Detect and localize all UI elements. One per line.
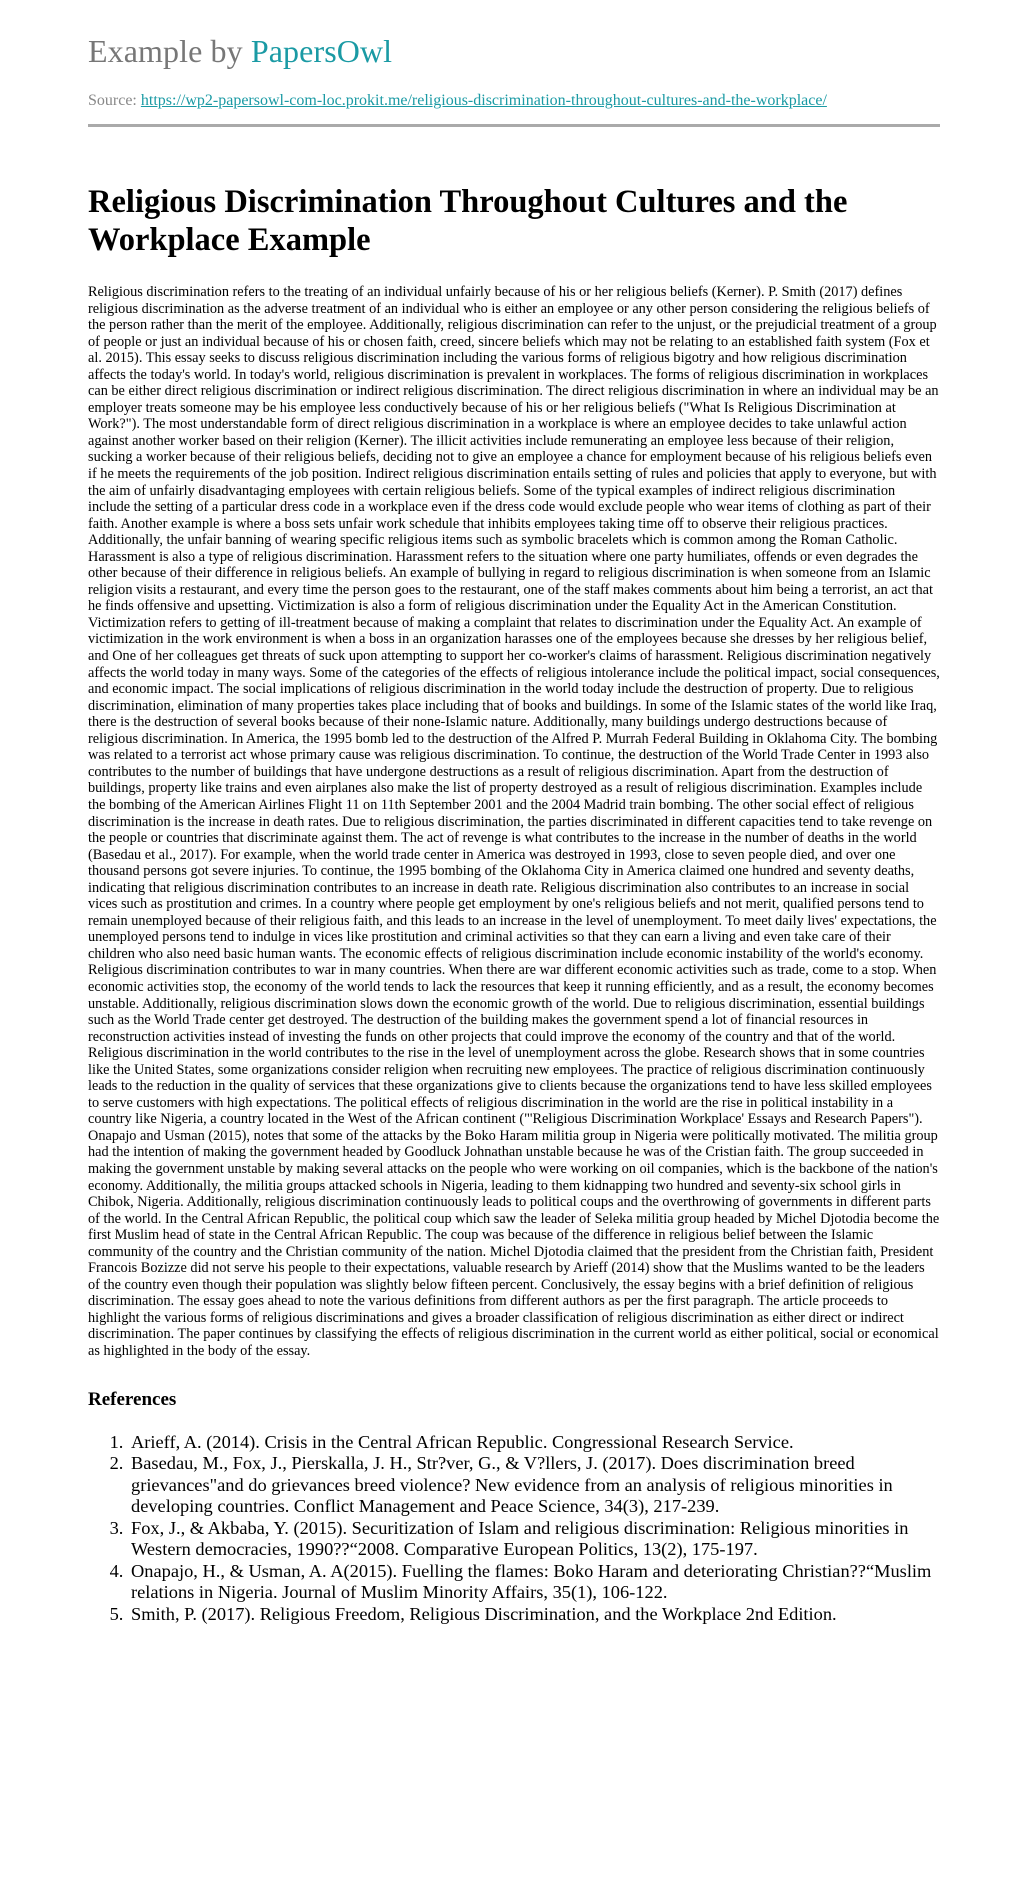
brand-prefix: Example by <box>88 33 251 69</box>
reference-item: 5. Smith, P. (2017). Religious Freedom, Religious Discrimination, and the Workplace 2nd Edition. <box>128 1604 940 1626</box>
header-divider <box>88 124 940 127</box>
references-heading: References <box>88 1388 177 1410</box>
reference-item: 3. Fox, J., & Akbaba, Y. (2015). Securitization of Islam and religious discrimination: Religious minorities in Western democracies, 1990??“2008. Comparative European Politics, 13(2), 175-197. <box>128 1518 940 1561</box>
document-page <box>88 0 940 1625</box>
brand-name[interactable]: PapersOwl <box>250 33 393 69</box>
source-link[interactable]: https://wp2-papersowl-com-loc.prokit.me/religious-discrimination-throughout-cultures-and-the-workplace/ <box>140 92 827 109</box>
reference-item: 1. Arieff, A. (2014). Crisis in the Central African Republic. Congressional Research Service. <box>128 1432 940 1454</box>
article-body: Religious discrimination refers to the treating of an individual unfairly because of his or her religious beliefs (Kerner). P. Smith (2017) defines religious discrimination as the adverse treatment of an individual who is either an employee or any other person considering the religious beliefs of the person rather than the merit of the employee. Additionally, religious discrimination can refer to the unjust, or the prejudicial treatment of a group of people or just an individual because of his or chosen faith, creed, sincere beliefs which may not be relating to an established faith system (Fox et al. 2015). This essay seeks to discuss religious discrimination including the various forms of religious bigotry and how religious discrimination affects the today's world. In today's world, religious discrimination is prevalent in workplaces. The forms of religious discrimination in workplaces can be either direct religious discrimination or indirect religious discrimination. The direct religious discrimination in where an individual may be an employer treats someone may be his employee less conductively because of his or her religious beliefs ("What Is Religious Discrimination at Work?"). The most understandable form of direct religious discrimination in a workplace is where an employee decides to take unlawful action against another worker based on their religion (Kerner). The illicit activities include remunerating an employee less because of their religion, sucking a worker because of their religious beliefs, deciding not to give an employee a chance for employment because of his religious beliefs even if he meets the requirements of the job position. Indirect religious discrimination entails setting of rules and policies that apply to everyone, but with the aim of unfairly disadvantaging employees with certain religious beliefs. Some of the typical examples of indirect religious discrimination include the setting of a particular dress code in a workplace even if the dress code would exclude people who wear items of clothing as part of their faith. Another example is where a boss sets unfair work schedule that inhibits employees taking time off to observe their religious practices. Additionally, the unfair banning of wearing specific religious items such as symbolic bracelets which is common among the Roman Catholic. Harassment is also a type of religious discrimination. Harassment refers to the situation where one party humiliates, offends or even degrades the other because of their difference in religious beliefs. An example of bullying in regard to religious discrimination is when someone from an Islamic religion visits a restaurant, and every time the person goes to the restaurant, one of the staff makes comments about him being a terrorist, an act that he finds offensive and upsetting. Victimization is also a form of religious discrimination under the Equality Act in the American Constitution. Victimization refers to getting of ill-treatment because of making a complaint that relates to discrimination under the Equality Act. An example of victimization in the work environment is when a boss in an organization harasses one of the employees because she dresses by her religious belief, and One of her colleagues get threats of suck upon attempting to support her co-worker's claims of harassment. Religious discrimination negatively affects the world today in many ways. Some of the categories of the effects of religious intolerance include the political impact, social consequences, and economic impact. The social implications of religious discrimination in the world today include the destruction of property. Due to religious discrimination, elimination of many properties takes place including that of books and buildings. In some of the Islamic states of the world like Iraq, there is the destruction of several books because of their none-Islamic nature. Additionally, many buildings undergo destructions because of religious discrimination. In America, the 1995 bomb led to the destruction of the Alfred P. Murrah Federal Building in Oklahoma City. The bombing was related to a terrorist act whose primary cause was religious discrimination. To continue, the destruction of the World Trade Center in 1993 also contributes to the number of buildings that have undergone destructions as a result of religious discrimination. Apart from the destruction of buildings, property like trains and even airplanes also make the list of property destroyed as a result of religious discrimination. Examples include the bombing of the American Airlines Flight 11 on 11th September 2001 and the 2004 Madrid train bombing. The other social effect of religious discrimination is the increase in death rates. Due to religious discrimination, the parties discriminated in different capacities tend to take revenge on the people or countries that discriminate against them. The act of revenge is what contributes to the increase in the number of deaths in the world (Basedau et al., 2017). For example, when the world trade center in America was destroyed in 1993, close to seven people died, and over one thousand persons got severe injuries. To continue, the 1995 bombing of the Oklahoma City in America claimed one hundred and seventy deaths, indicating that religious discrimination contributes to an increase in death rate. Religious discrimination also contributes to an increase in social vices such as prostitution and crimes. In a country where people get employment by one's religious beliefs and not merit, qualified persons tend to remain unemployed because of their religious faith, and this leads to an increase in the level of unemployment. To meet daily lives' expectations, the unemployed persons tend to indulge in vices like prostitution and criminal activities so that they can earn a living and even take care of their children who also need basic human wants. The economic effects of religious discrimination include economic instability of the world's economy. Religious discrimination contributes to war in many countries. When there are war different economic activities such as trade, come to a stop. When economic activities stop, the economy of the world tends to lack the resources that keep it running efficiently, and as a result, the economy becomes unstable. Additionally, religious discrimination slows down the economic growth of the world. Due to religious discrimination, essential buildings such as the World Trade center get destroyed. The destruction of the building makes the government spend a lot of financial resources in reconstruction activities instead of investing the funds on other projects that could improve the economy of the country and that of the world. Religious discrimination in the world contributes to the rise in the level of unemployment across the globe. Research shows that in some countries like the United States, some organizations consider religion when recruiting new employees. The practice of religious discrimination continuously leads to the reduction in the quality of services that these organizations give to clients because the organizations tend to have less skilled employees to serve customers with high expectations. The political effects of religious discrimination in the world are the rise in political instability in a country like Nigeria, a country located in the West of the African continent ("'Religious Discrimination Workplace' Essays and Research Papers"). Onapajo and Usman (2015), notes that some of the attacks by the Boko Haram militia group in Nigeria were politically motivated. The militia group had the intention of making the government headed by Goodluck Johnathan unstable because he was of the Cristian faith. The group succeeded in making the government unstable by making several attacks on the people who were working on oil companies, which is the backbone of the nation's economy. Additionally, the militia groups attacked schools in Nigeria, leading to them kidnapping two hundred and seventy-six school girls in Chibok, Nigeria. Additionally, religious discrimination continuously leads to political coups and the overthrowing of governments in different parts of the world. In the Central African Republic, the political coup which saw the leader of Seleka militia group headed by Michel Djotodia become the first Muslim head of state in the Central African Republic. The coup was because of the difference in religious belief between the Islamic community of the country and the Christian community of the nation. Michel Djotodia claimed that the president from the Christian faith, President Francois Bozizze did not serve his people to their expectations, valuable research by Arieff (2014) show that the Muslims wanted to be the leaders of the country even though their population was slightly below fifteen percent. Conclusively, the essay begins with a brief definition of religious discrimination. The essay goes ahead to note the various definitions from different authors as per the first paragraph. The article proceeds to highlight the various forms of religious discriminations and gives a broader classification of religious discrimination as either direct or indirect discrimination. The paper continues by classifying the effects of religious discrimination in the current world as either political, social or economical as highlighted in the body of the essay. <box>88 284 940 1359</box>
brand-header <box>88 28 940 74</box>
article-title: Religious Discrimination Throughout Cultures and the Workplace Example <box>88 184 848 258</box>
source-label: Source: <box>88 92 141 109</box>
reference-item: 2. Basedau, M., Fox, J., Pierskalla, J. H., Str?ver, G., & V?llers, J. (2017). Does discrimination breed grievances"and do grievances breed violence? New evidence from an analysis of religious minorities in developing countries. Conflict Management and Peace Science, 34(3), 217-239. <box>128 1453 940 1518</box>
references-list <box>88 1432 940 1626</box>
reference-item: 4. Onapajo, H., & Usman, A. A(2015). Fuelling the flames: Boko Haram and deteriorating Christian??“Muslim relations in Nigeria. Journal of Muslim Minority Affairs, 35(1), 106-122. <box>128 1561 940 1604</box>
source-line <box>88 90 940 112</box>
